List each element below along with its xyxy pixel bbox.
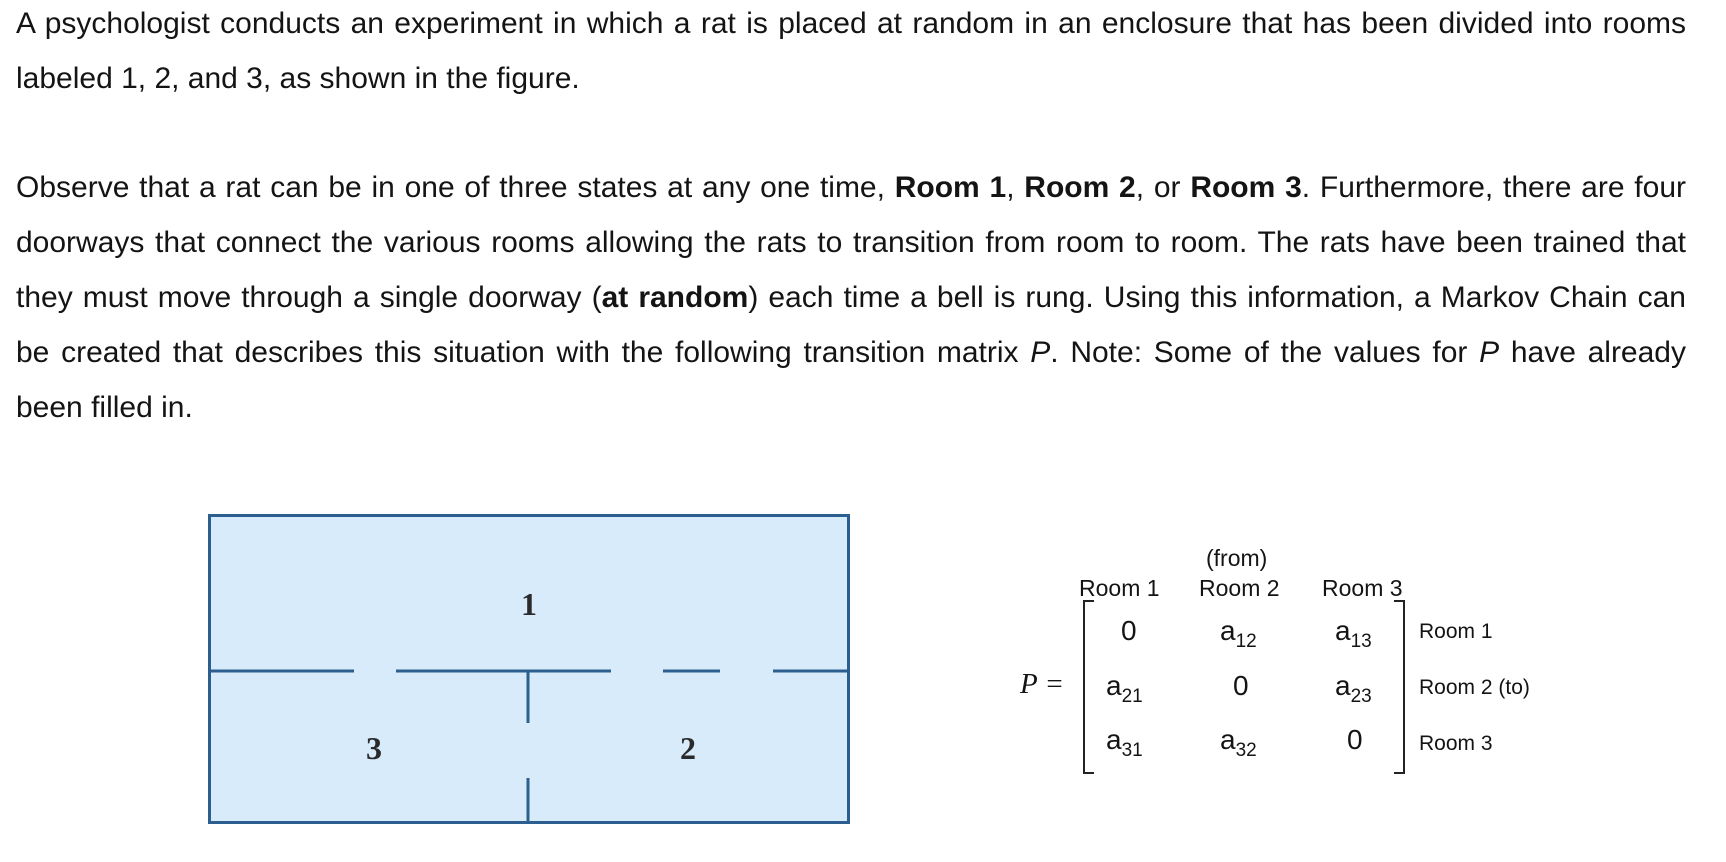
text-segment: , or — [1135, 171, 1191, 204]
entry-subscript: 12 — [1235, 631, 1257, 652]
matrix-p-label: P = — [1020, 668, 1065, 700]
entry-base: a — [1220, 724, 1236, 755]
col-header-room-3: Room 3 — [1322, 575, 1403, 601]
text-segment: . Note: Some of the values for — [1050, 336, 1480, 369]
entry-subscript: 23 — [1350, 686, 1372, 707]
entry-r1c1: 0 — [1121, 615, 1137, 646]
entry-r1c2 — [1220, 617, 1257, 651]
entry-r3c2 — [1220, 726, 1257, 760]
room-3-label: 3 — [366, 730, 382, 766]
room-2-label: 2 — [680, 730, 696, 766]
state-room-3: Room 3 — [1190, 171, 1302, 204]
entry-r2c2: 0 — [1233, 670, 1249, 701]
row-label-room-3: Room 3 — [1419, 732, 1493, 755]
room-1-label: 1 — [521, 586, 537, 622]
matrix-symbol: P — [1030, 336, 1051, 369]
from-label: (from) — [1206, 545, 1268, 571]
right-bracket — [1394, 600, 1405, 774]
text-segment: have already been filled in. — [16, 336, 1686, 424]
text-segment: Observe that a rat can be in one of three states at any one time, — [16, 171, 895, 204]
text-segment: , — [1006, 171, 1025, 204]
state-room-2: Room 2 — [1024, 171, 1136, 204]
entry-r3c3: 0 — [1347, 724, 1363, 755]
text-segment: . Furthermore, there are four doorways that connect the various rooms allowing the rats to transition from room to room. The rats have been trained that they must move through a single doorway ( — [16, 171, 1686, 314]
enclosure-outline — [210, 516, 849, 823]
enclosure-diagram — [208, 514, 850, 824]
entry-base: a — [1106, 724, 1122, 755]
entry-r1c3 — [1335, 617, 1372, 651]
entry-base: a — [1335, 615, 1351, 646]
entry-r3c1 — [1106, 726, 1143, 760]
entry-base: a — [1220, 615, 1236, 646]
text-segment: ) each time a bell is rung. Using this information, a Markov Chain can be created that describes this situation with the following transition matrix — [16, 281, 1686, 369]
entry-subscript: 13 — [1350, 631, 1372, 652]
entry-r2c1 — [1106, 672, 1143, 706]
row-label-room-2-to: Room 2 (to) — [1419, 676, 1530, 699]
at-random-emphasis: at random — [601, 281, 749, 314]
entry-r2c3 — [1335, 672, 1372, 706]
left-bracket — [1083, 600, 1094, 774]
description-paragraph — [16, 160, 1686, 435]
col-header-room-2: Room 2 — [1199, 575, 1280, 601]
enclosure-figure — [208, 514, 850, 824]
entry-subscript: 32 — [1235, 740, 1257, 761]
col-header-room-1: Room 1 — [1079, 575, 1160, 601]
entry-base: a — [1335, 670, 1351, 701]
entry-subscript: 21 — [1121, 686, 1143, 707]
row-label-room-1: Room 1 — [1419, 620, 1493, 643]
entry-subscript: 31 — [1121, 740, 1143, 761]
entry-base: a — [1106, 670, 1122, 701]
matrix-symbol: P — [1479, 336, 1500, 369]
intro-paragraph: A psychologist conducts an experiment in which a rat is placed at random in an enclosure that has been divided into rooms labeled 1, 2, and 3, as shown in the figure. — [16, 7, 1686, 95]
state-room-1: Room 1 — [894, 171, 1007, 204]
